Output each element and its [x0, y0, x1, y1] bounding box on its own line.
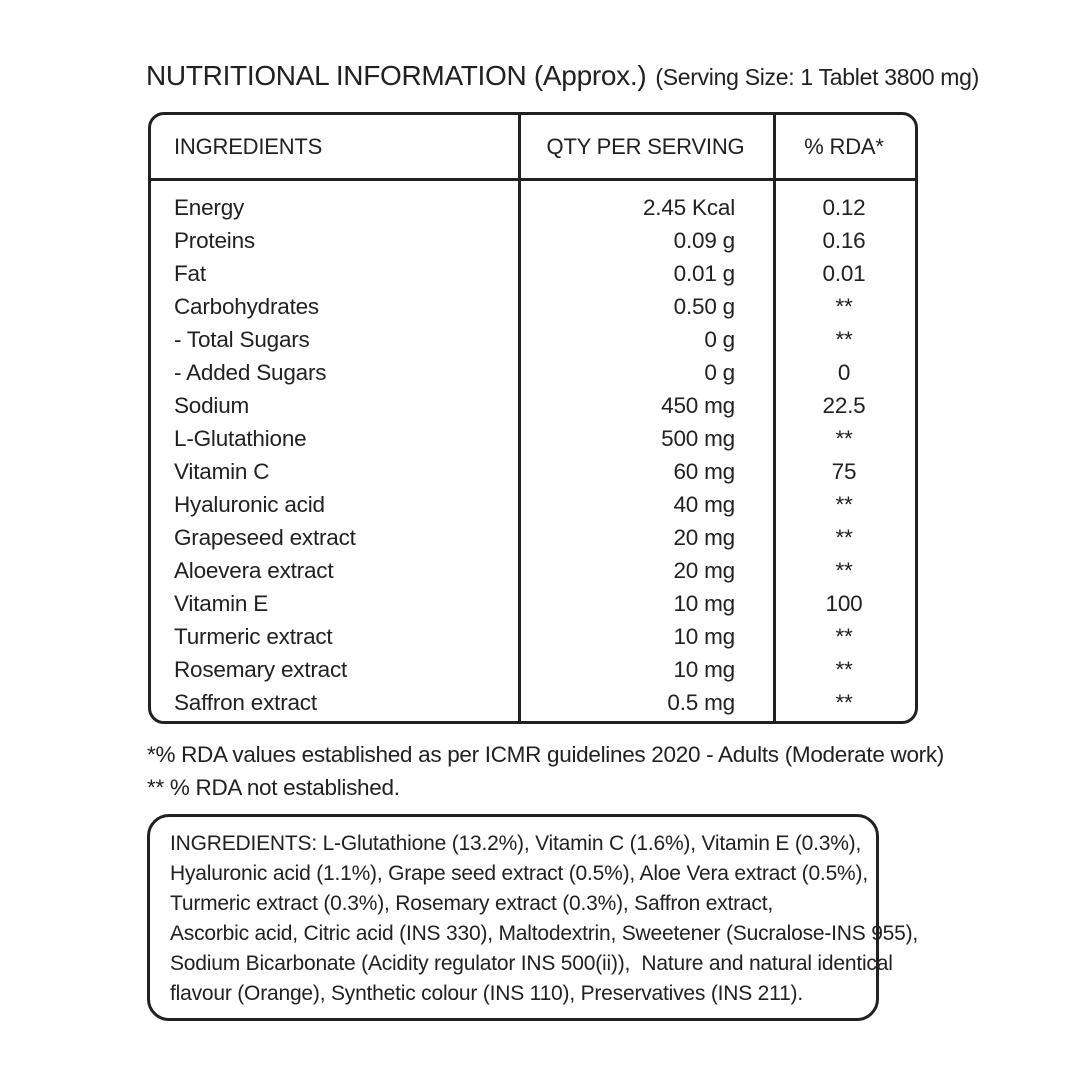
cell-qty: 0 g	[704, 359, 735, 385]
cell-rda: **	[835, 326, 853, 352]
header-qty-per-serving: QTY PER SERVING	[546, 133, 745, 159]
cell-rda: 0.01	[822, 260, 866, 286]
table-row	[151, 257, 915, 290]
cell-rda: **	[835, 293, 853, 319]
cell-rda: **	[835, 524, 853, 550]
cell-ingredient: - Total Sugars	[174, 326, 310, 352]
cell-ingredient: Vitamin E	[174, 590, 269, 616]
ingredients-line: Ascorbic acid, Citric acid (INS 330), Maltodextrin, Sweetener (Sucralose-INS 955),	[170, 922, 919, 945]
cell-rda: **	[835, 557, 853, 583]
footnotes	[147, 738, 944, 804]
cell-qty: 60 mg	[673, 458, 735, 484]
table-row	[151, 323, 915, 356]
cell-rda: 22.5	[822, 392, 866, 418]
cell-qty: 0.09 g	[673, 227, 735, 253]
cell-rda: **	[835, 656, 853, 682]
table-header-row	[151, 115, 915, 181]
table-row	[151, 290, 915, 323]
ingredients-line: INGREDIENTS: L-Glutathione (13.2%), Vitamin C (1.6%), Vitamin E (0.3%),	[170, 832, 862, 855]
cell-qty: 10 mg	[673, 590, 735, 616]
cell-ingredient: Grapeseed extract	[174, 524, 356, 550]
header-rda: % RDA*	[804, 133, 884, 159]
cell-rda: **	[835, 689, 853, 715]
cell-ingredient: L-Glutathione	[174, 425, 307, 451]
column-divider-2	[773, 115, 776, 721]
cell-ingredient: Turmeric extract	[174, 623, 333, 649]
cell-qty: 0 g	[704, 326, 735, 352]
table-body	[151, 181, 915, 724]
cell-qty: 500 mg	[661, 425, 735, 451]
table-row	[151, 488, 915, 521]
cell-ingredient: Fat	[174, 260, 206, 286]
page-title	[146, 60, 979, 92]
table-row	[151, 521, 915, 554]
cell-ingredient: Saffron extract	[174, 689, 317, 715]
cell-ingredient: Hyaluronic acid	[174, 491, 325, 517]
footnote-rda-not-established: ** % RDA not established.	[147, 775, 400, 800]
cell-qty: 450 mg	[661, 392, 735, 418]
cell-rda: 0	[837, 359, 851, 385]
nutrition-table	[148, 112, 918, 724]
cell-ingredient: Rosemary extract	[174, 656, 348, 682]
ingredients-line: flavour (Orange), Synthetic colour (INS 110), Preservatives (INS 211).	[170, 982, 803, 1005]
table-row	[151, 224, 915, 257]
title-main: NUTRITIONAL INFORMATION (Approx.)	[146, 60, 647, 91]
cell-qty: 10 mg	[673, 656, 735, 682]
cell-rda: 100	[825, 590, 863, 616]
cell-rda: **	[835, 491, 853, 517]
cell-rda: **	[835, 425, 853, 451]
table-row	[151, 587, 915, 620]
cell-ingredient: Proteins	[174, 227, 255, 253]
cell-ingredient: - Added Sugars	[174, 359, 327, 385]
table-row	[151, 554, 915, 587]
table-row	[151, 422, 915, 455]
column-divider-1	[518, 115, 521, 721]
table-row	[151, 653, 915, 686]
table-row	[151, 686, 915, 719]
cell-ingredient: Aloevera extract	[174, 557, 334, 583]
cell-qty: 0.5 mg	[667, 689, 735, 715]
cell-ingredient: Sodium	[174, 392, 250, 418]
cell-ingredient: Energy	[174, 194, 245, 220]
table-row	[151, 620, 915, 653]
cell-qty: 20 mg	[673, 524, 735, 550]
cell-qty: 10 mg	[673, 623, 735, 649]
footnote-rda-established: *% RDA values established as per ICMR guidelines 2020 - Adults (Moderate work)	[147, 742, 944, 767]
cell-qty: 20 mg	[673, 557, 735, 583]
table-row	[151, 389, 915, 422]
cell-rda: 0.16	[822, 227, 866, 253]
ingredients-line: Turmeric extract (0.3%), Rosemary extract (0.3%), Saffron extract,	[170, 892, 773, 915]
cell-rda: 0.12	[822, 194, 866, 220]
cell-rda: 75	[831, 458, 857, 484]
header-ingredients: INGREDIENTS	[174, 133, 323, 159]
title-serving-size: (Serving Size: 1 Tablet 3800 mg)	[655, 64, 980, 90]
ingredients-panel	[147, 814, 919, 1021]
cell-ingredient: Carbohydrates	[174, 293, 319, 319]
table-row	[151, 356, 915, 389]
table-row	[151, 455, 915, 488]
ingredients-line: Hyaluronic acid (1.1%), Grape seed extract (0.5%), Aloe Vera extract (0.5%),	[170, 862, 868, 885]
cell-qty: 0.50 g	[673, 293, 735, 319]
table-row	[151, 191, 915, 224]
cell-qty: 2.45 Kcal	[642, 194, 735, 220]
ingredients-line: Sodium Bicarbonate (Acidity regulator INS 500(ii)), Nature and natural identical	[170, 952, 893, 975]
cell-rda: **	[835, 623, 853, 649]
cell-qty: 40 mg	[673, 491, 735, 517]
cell-qty: 0.01 g	[673, 260, 735, 286]
cell-ingredient: Vitamin C	[174, 458, 270, 484]
